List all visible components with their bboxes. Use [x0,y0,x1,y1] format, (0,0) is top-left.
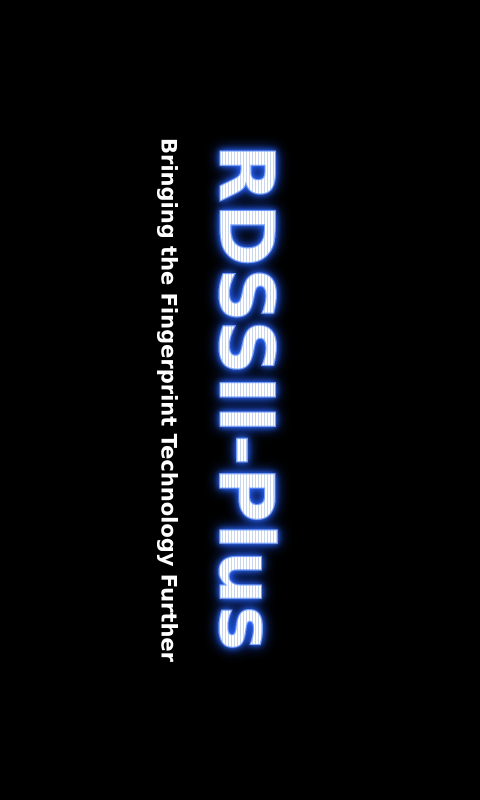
app-tagline: Bringing the Fingerprint Technology Further [156,138,181,662]
app-logo-title: RDSSII-Plus [202,144,291,652]
